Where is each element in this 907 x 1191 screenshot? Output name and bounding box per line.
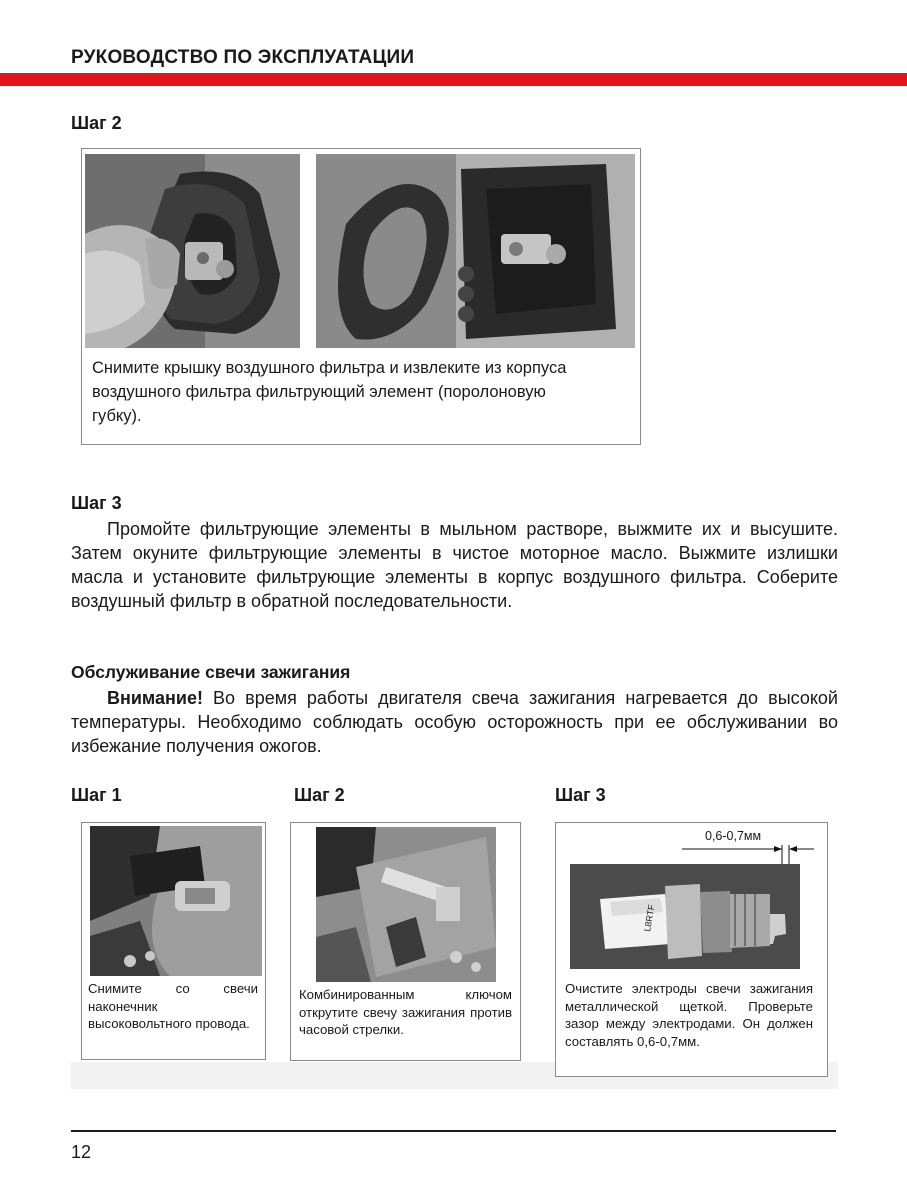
air-filter-cover-photo <box>85 154 300 348</box>
plug-step2-box <box>290 822 521 1061</box>
spark-plug-warning <box>71 686 838 758</box>
plug-step1-box <box>81 822 266 1060</box>
gap-arrow-left <box>774 846 782 852</box>
plug-step3-caption: Очистите электроды свечи зажигания металлической щеткой. Проверьте зазор между электродами. Он должен составлять 0,6-0,7мм. <box>565 981 813 1049</box>
plug-marking-text: L8RTF <box>642 903 657 933</box>
gap-label: 0,6-0,7мм <box>705 829 762 843</box>
plug-step2-heading: Шаг 2 <box>294 785 345 805</box>
step2-caption-line-1: Снимите крышку воздушного фильтра и извлеките из корпуса <box>92 359 567 377</box>
warning-label: Внимание! <box>107 688 203 708</box>
spark-plug-photo <box>570 864 800 969</box>
plug-step3-heading: Шаг 3 <box>555 785 606 805</box>
plug-step3-box <box>555 822 828 1077</box>
footer-rule <box>71 1130 836 1132</box>
document-title: РУКОВОДСТВО ПО ЭКСПЛУАТАЦИИ <box>71 47 415 68</box>
header-accent-bar <box>0 73 907 86</box>
unscrew-plug-photo <box>316 827 496 982</box>
step3-paragraph <box>71 517 838 613</box>
warning-paragraph <box>71 686 838 758</box>
plug-step2-caption: Комбинированным ключом открутите свечу зажигания против часовой стрелки. <box>299 987 512 1037</box>
warning-text: Во время работы двигателя свеча зажигания нагревается до высокой температуры. Необходимо соблюдать особую осторожность при ее обслуживании во избежание получения ожогов. <box>71 688 838 756</box>
plug-step1-caption: Снимите со свечи наконечник высоковольтного провода. <box>88 981 258 1031</box>
step3-text: Промойте фильтрующие элементы в мыльном растворе, выжмите их и высушите. Затем окуните фильтрующие элементы в чистое моторное масло. Выжмите излишки масла и установите фильтрующие элементы в корпус воздушного фильтра. Соберите воздушный фильтр в обратной последовательности. <box>71 519 838 611</box>
step2-caption-line-3: губку). <box>92 407 142 425</box>
remove-cap-photo <box>90 826 262 976</box>
page-number: 12 <box>71 1142 92 1162</box>
step3-heading: Шаг 3 <box>71 493 122 513</box>
step2-caption-line-2: воздушного фильтра фильтрующий элемент (поролоновую <box>92 383 546 401</box>
gap-arrow-right <box>789 846 797 852</box>
step2-figure-box <box>81 148 641 445</box>
plug-step1-heading: Шаг 1 <box>71 785 122 805</box>
air-filter-housing-photo <box>316 154 635 348</box>
spark-plug-heading: Обслуживание свечи зажигания <box>71 662 351 682</box>
step2-heading: Шаг 2 <box>71 113 122 133</box>
